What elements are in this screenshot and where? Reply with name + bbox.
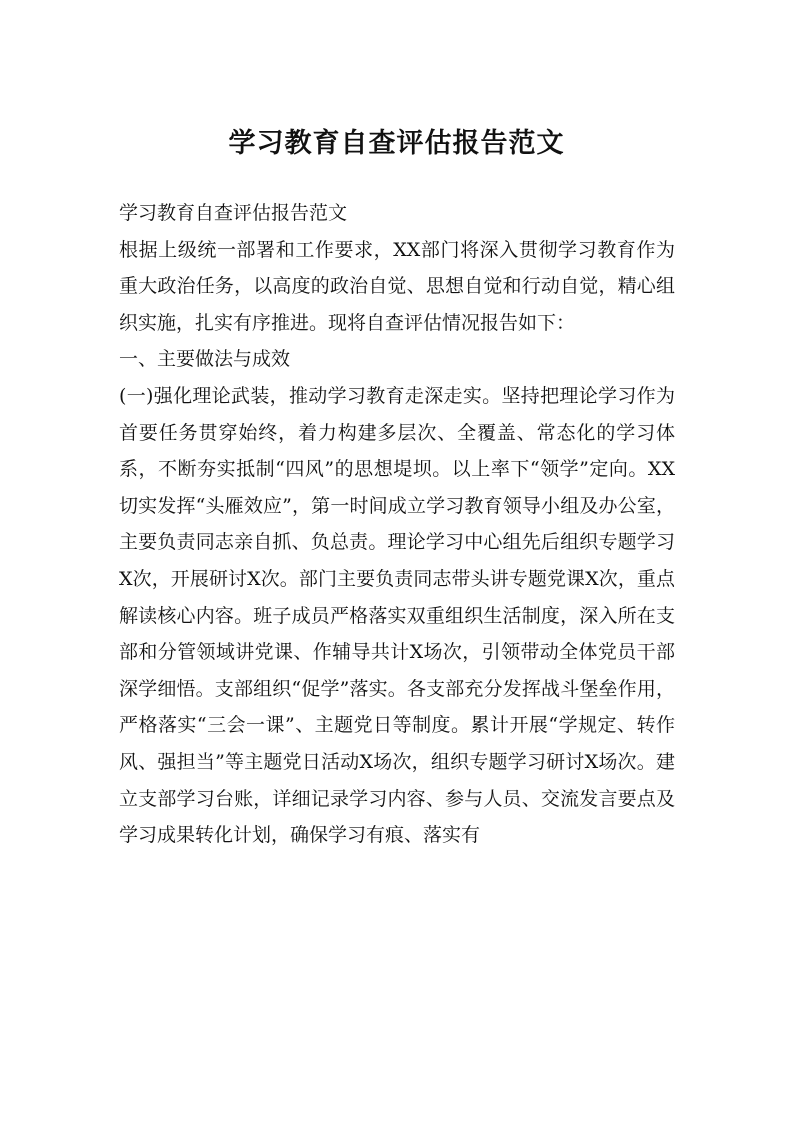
document-title: 学习教育自查评估报告范文	[228, 128, 565, 159]
body-paragraph: 学习教育自查评估报告范文	[119, 202, 348, 224]
body-paragraph: 根据上级统一部署和工作要求，XX部门将深入贯彻学习教育作为重大政治任务，以高度的政治自觉、思想自觉和行动自觉，精心组织实施，扎实有序推进。现将自查评估情况报告如下：	[119, 238, 675, 334]
body-paragraph: (一)强化理论武装，推动学习教育走深走实。坚持把理论学习作为首要任务贯穿始终，着力构建多层次、全覆盖、常态化的学习体系，不断夯实抵制“四风”的思想堤坝。以上率下“领学”定向。XX切实发挥“头雁效应”，第一时间成立学习教育领导小组及办公室，主要负责同志亲自抓、负总责。理论学习中心组先后组织专题学习X次，开展研讨X次。部门主要负责同志带头讲专题党课X次，重点解读核心内容。班子成员严格落实双重组织生活制度，深入所在支部和分管领域讲党课、作辅导共计X场次，引领带动全体党员干部深学细悟。支部组织“促学”落实。各支部充分发挥战斗堡垒作用，严格落实“三会一课”、主题党日等制度。累计开展“学规定、转作风、强担当”等主题党日活动X场次，组织专题学习研讨X场次。建立支部学习台账，详细记录学习内容、参与人员、交流发言要点及学习成果转化计划，确保学习有痕、落实有	[119, 384, 675, 847]
document-body	[119, 195, 675, 854]
section-heading: 一、主要做法与成效	[119, 348, 291, 371]
